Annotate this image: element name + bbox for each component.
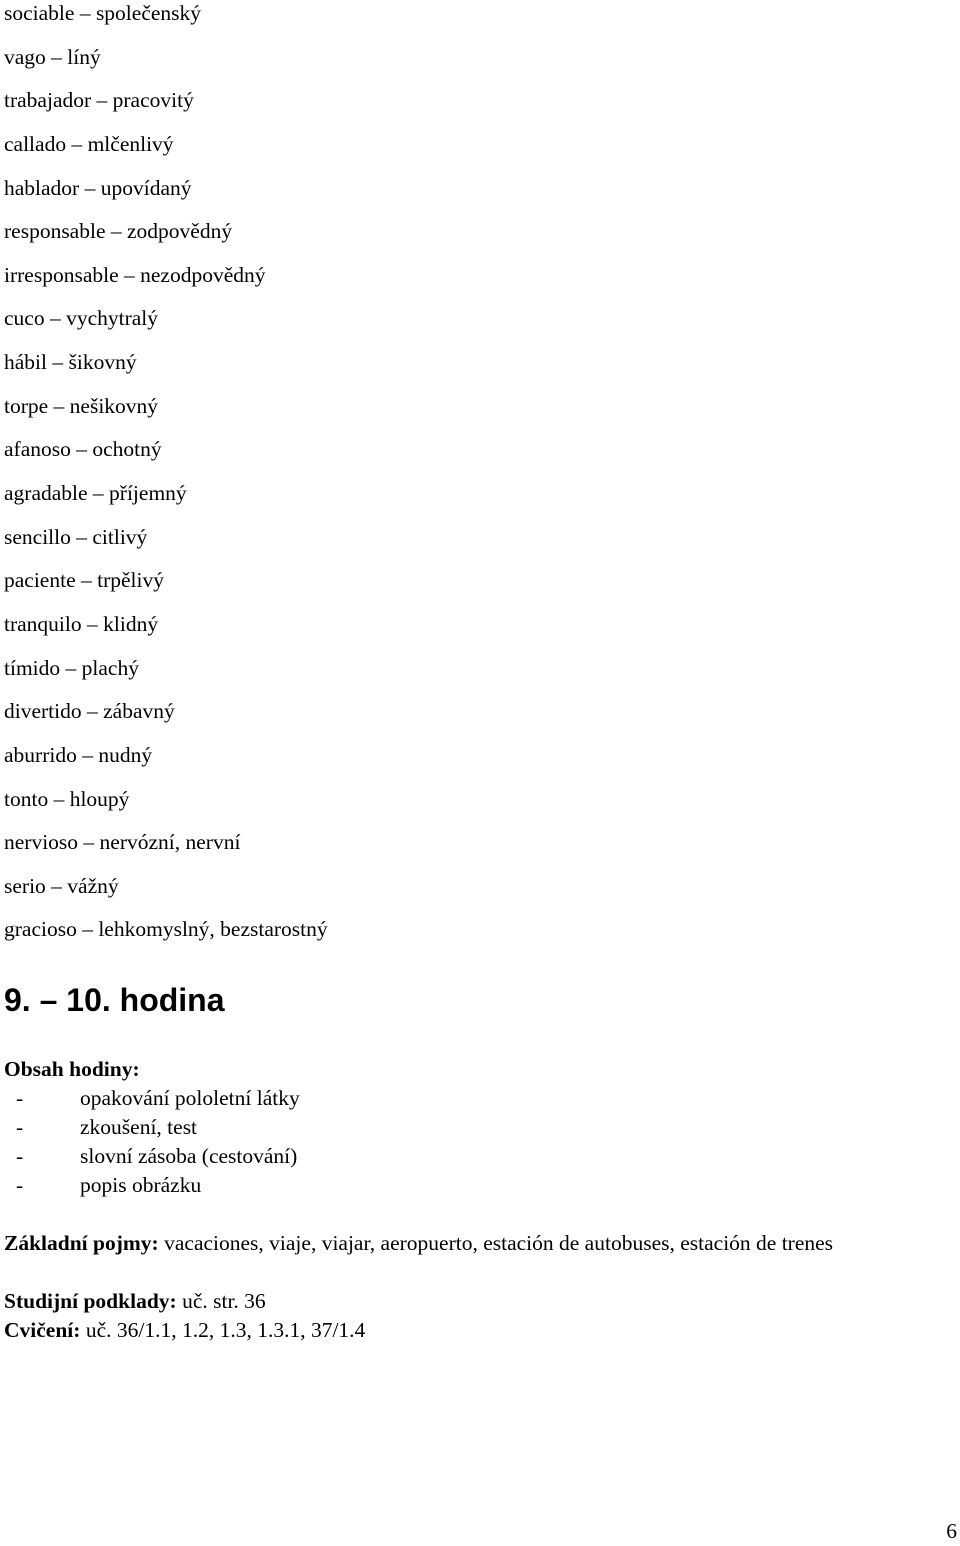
vocab-item: gracioso – lehkomyslný, bezstarostný — [4, 917, 328, 942]
vocab-item: tranquilo – klidný — [4, 611, 159, 636]
content-item-text: opakování pololetní látky — [80, 1086, 300, 1110]
vocab-item: aburrido – nudný — [4, 742, 153, 767]
vocab-item: callado – mlčenlivý — [4, 131, 174, 156]
content-item — [4, 1171, 944, 1200]
vocab-item: trabajador – pracovitý — [4, 88, 194, 113]
lesson-content — [4, 1055, 944, 1345]
vocab-item: afanoso – ochotný — [4, 437, 162, 462]
content-item — [4, 1113, 944, 1142]
content-item-text: popis obrázku — [80, 1173, 202, 1197]
basic-terms — [4, 1229, 929, 1258]
vocab-item: torpe – nešikovný — [4, 393, 159, 418]
vocab-item: serio – vážný — [4, 873, 119, 898]
vocabulary-list — [4, 0, 328, 952]
study-text: uč. str. 36 — [176, 1289, 266, 1313]
vocab-item: cuco – vychytralý — [4, 306, 159, 331]
content-items — [4, 1084, 944, 1200]
vocab-item: responsable – zodpovědný — [4, 219, 233, 244]
content-item-text: slovní zásoba (cestování) — [80, 1144, 298, 1168]
bullet-dash: - — [16, 1173, 24, 1197]
content-item — [4, 1084, 944, 1113]
vocab-item: hábil – šikovný — [4, 350, 137, 375]
content-item — [4, 1142, 944, 1171]
vocab-item: agradable – příjemný — [4, 481, 187, 506]
bullet-dash: - — [16, 1086, 24, 1110]
terms-label: Základní pojmy: — [4, 1231, 159, 1255]
study-materials — [4, 1287, 944, 1316]
bullet-dash: - — [16, 1144, 24, 1168]
vocab-item: irresponsable – nezodpovědný — [4, 262, 266, 287]
vocab-item: sencillo – citlivý — [4, 524, 148, 549]
content-label: Obsah hodiny: — [4, 1057, 140, 1081]
vocab-item: nervioso – nervózní, nervní — [4, 830, 241, 855]
content-item-text: zkoušení, test — [80, 1115, 198, 1139]
vocab-item: tonto – hloupý — [4, 786, 130, 811]
vocab-item: paciente – trpělivý — [4, 568, 164, 593]
exercises-text: uč. 36/1.1, 1.2, 1.3, 1.3.1, 37/1.4 — [80, 1318, 366, 1342]
exercises — [4, 1316, 944, 1345]
exercises-label: Cvičení: — [4, 1318, 81, 1342]
vocab-item: vago – líný — [4, 44, 101, 69]
vocab-item: divertido – zábavný — [4, 699, 175, 724]
vocab-item: sociable – společenský — [4, 1, 202, 25]
study-label: Studijní podklady: — [4, 1289, 177, 1313]
terms-text: vacaciones, viaje, viajar, aeropuerto, estación de autobuses, estación de trenes — [158, 1231, 834, 1255]
vocab-item: hablador – upovídaný — [4, 175, 192, 200]
page-number: 6 — [946, 1519, 957, 1543]
lesson-heading: 9. – 10. hodina — [4, 982, 225, 1018]
vocab-item: tímido – plachý — [4, 655, 139, 680]
bullet-dash: - — [16, 1115, 24, 1139]
